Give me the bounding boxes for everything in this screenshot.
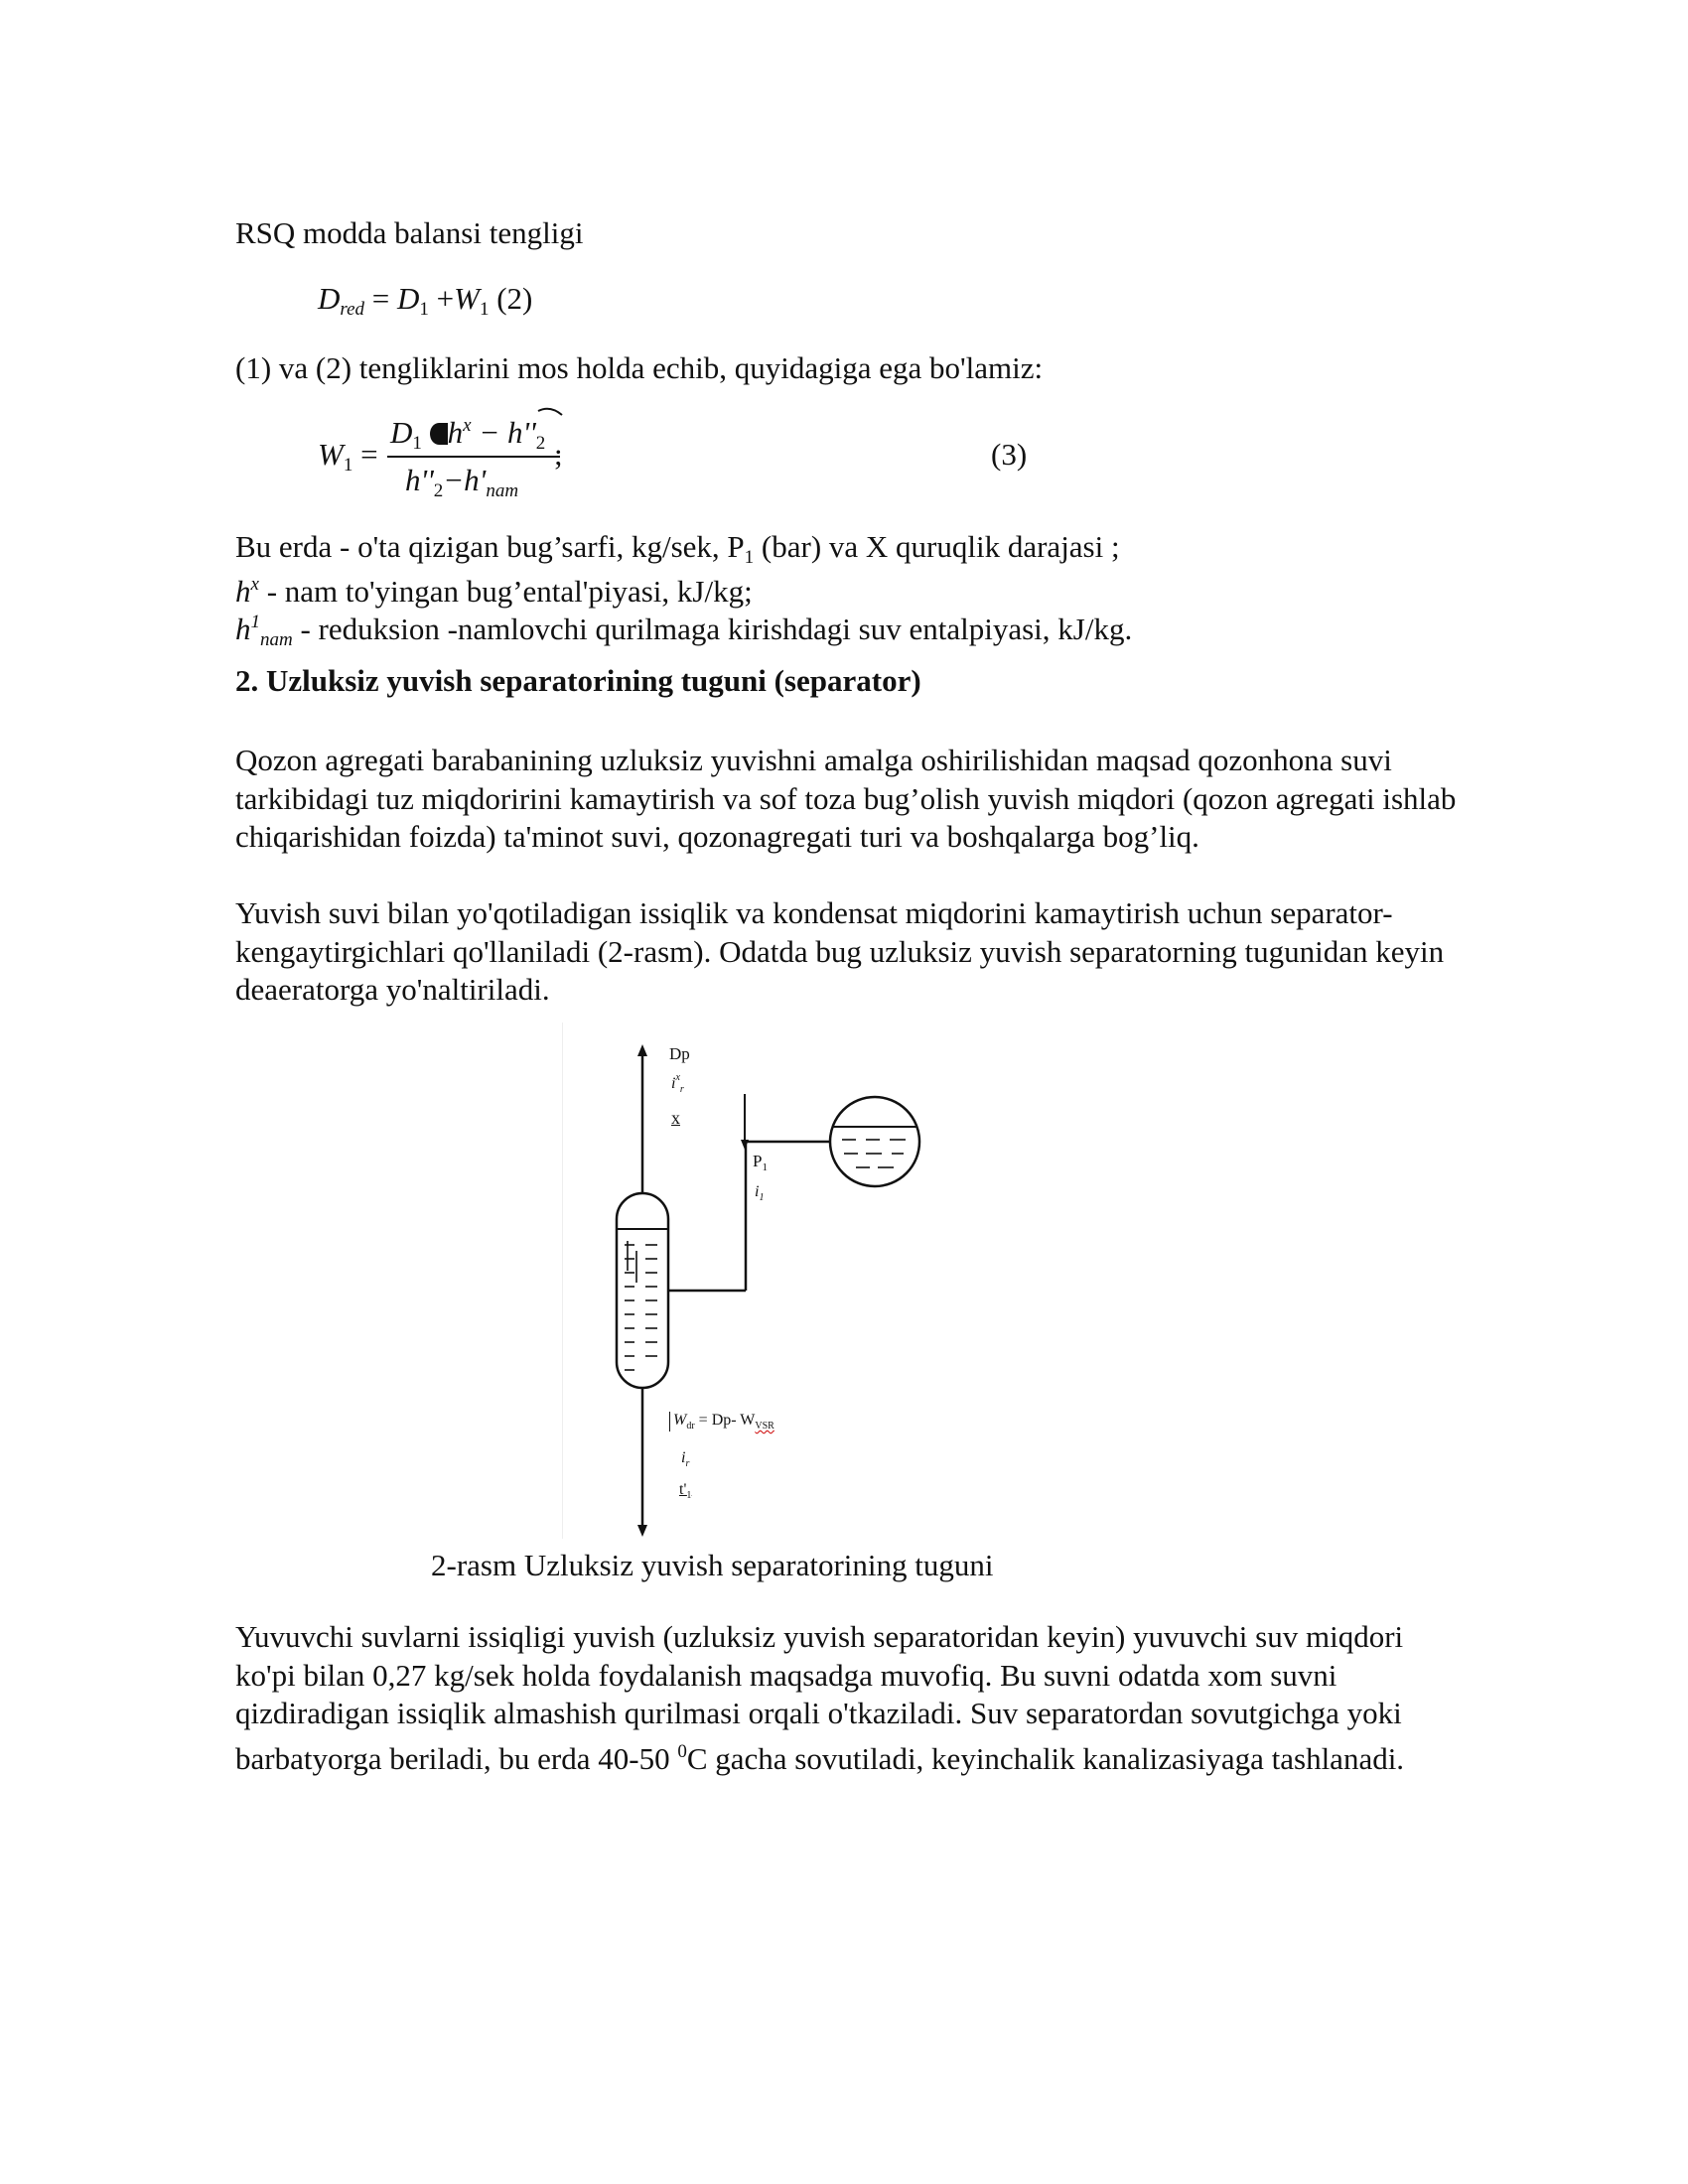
eq3-num-d: D [390,415,413,450]
paragraph-solving: (1) va (2) tengliklarini mos holda echib, quyidagiga ega bo'lamiz: [235,350,1044,385]
eq2-d: D [397,281,420,316]
def2-sup: x [250,574,259,595]
eq3-equals: = [360,437,378,472]
p5-text-a: Yuvuvchi suvlarni issiqligi yuvish (uzluksiz yuvish separatoridan keyin) yuvuvchi suv miqdori ko'pi bilan 0,27 kg/sek holda foydalanish maqsadga muvofiq. Bu suvni odatda xom suvni qizdiradigan issiqlik almashish qurilmasi orqali o'tkaziladi. Suv separatordan sovutgichga yoki barbatyorga beriladi, bu erda 40-50 [235,1619,1404,1776]
label-il-sub: r [685,1458,690,1469]
eq3-numerator [390,415,545,455]
p5-degree-sup: 0 [677,1740,687,1762]
paragraph-balance-intro: RSQ modda balansi tengligi [235,215,584,250]
label-il [681,1449,689,1469]
boiler-drum [830,1097,919,1186]
eq2-w: W [454,281,480,316]
label-t1-var: t' [679,1481,687,1498]
def1-sub: 1 [744,547,755,568]
separator-vessel [617,1193,668,1388]
label-ix-sub: r [679,1084,684,1095]
label-t1-sub: 1 [686,1490,692,1501]
eq3-bracket-mark [536,405,566,423]
def3-sub: nam [260,629,293,650]
label-ix [671,1072,684,1095]
figure-separator-diagram [562,1023,939,1544]
label-x: x [671,1108,680,1128]
eq3-den-sub2: nam [486,480,519,501]
paragraph-separator: Yuvish suvi bilan yo'qotiladigan issiqlik va kondensat miqdorini kamaytirish uchun separator-kengaytirgichlari qo'llaniladi (2-rasm). Odatda bug uzluksiz yuvish separatorning tugunidan keyin deaeratorga yo'naltiriladi. [235,895,1445,1007]
label-wdr-var: W [673,1412,687,1429]
def2-var: h [235,574,251,609]
eq3-label: (3) [991,437,1028,472]
eq3-den-minus: −h' [443,463,487,497]
definition-hnam [235,604,1467,660]
label-p1 [753,1152,768,1173]
label-ix-sup: x [675,1072,680,1083]
paragraph-purpose: Qozon agregati barabanining uzluksiz yuvishni amalga oshirilishidan maqsad qozonhona suvi tarkibidagi tuz miqdoririni kamaytirish va sof toza bug’olish yuvish miqdori (qozon agregati ishlab chiqarishidan foizda) ta'minot suvi, qozonagregati turi va boshqalarga bog’liq. [235,743,1457,854]
eq3-fraction-bar [387,456,560,458]
eq3-num-minus: − h'' [479,415,536,450]
equation-2 [318,281,532,321]
def1-rest: (bar) va X quruqlik darajasi ; [754,529,1120,564]
eq2-lhs: D [318,281,341,316]
def3-var: h [235,612,251,646]
section-heading: 2. Uzluksiz yuvish separatorining tuguni (separator) [235,663,921,698]
label-wdr [669,1412,774,1432]
label-il-var: i [681,1449,686,1466]
eq2-w-sub: 1 [479,299,490,320]
eq3-lhs: W [318,437,344,472]
label-wdr-sub2: VSR [755,1421,774,1432]
def2-text: - nam to'yingan bug’ental'piyasi, kJ/kg; [258,574,753,609]
label-p1-sub: 1 [762,1161,768,1173]
eq2-plus: + [436,281,455,316]
label-wdr-rest: = Dp- W [694,1412,756,1429]
eq3-lhs-group [318,437,378,477]
eq2-d-sub: 1 [419,299,429,320]
figure-caption: 2-rasm Uzluksiz yuvish separatorining tuguni [431,1548,994,1582]
label-wdr-sub: dr [686,1421,695,1432]
eq3-den-sub: 2 [433,480,444,501]
def1-text: Bu erda - o'ta qizigan bug’sarfi, kg/sek, P [235,529,745,564]
label-p1-var: P [753,1152,763,1170]
eq3-lhs-sub: 1 [343,455,353,476]
steam-outlet-arrow-icon [637,1044,647,1056]
eq3-num-h-sup: x [463,415,472,436]
paragraph-wash-water [235,1618,1467,1778]
eq2-equals: = [371,281,390,316]
eq2-lhs-sub: red [340,299,365,320]
eq3-num-h: h [447,415,464,450]
eq3-num-sub2: 2 [535,433,546,454]
eq3-num-d-sub: 1 [412,433,422,454]
eq3-denominator [405,463,518,502]
label-i1 [755,1183,764,1203]
label-dp: Dp [669,1044,690,1063]
def3-text: - reduksion -namlovchi qurilmaga kirishdagi suv entalpiyasi, kJ/kg. [292,612,1133,646]
p5-text-b: C gacha sovutiladi, keyinchalik kanalizasiyaga tashlanadi. [686,1740,1405,1776]
label-i1-var: i [755,1183,760,1200]
eq3-den-h: h'' [405,463,434,497]
label-i1-sub: 1 [759,1192,765,1203]
drain-outlet-arrow-icon [637,1525,647,1537]
eq3-broken-glyph [430,423,448,445]
eq3-semicolon: ; [554,437,563,472]
eq2-label: (2) [496,281,533,316]
label-ix-var: i [671,1075,676,1092]
separator-diagram-svg [562,1023,939,1539]
def3-sup: 1 [250,612,260,632]
label-t1 [679,1481,691,1501]
